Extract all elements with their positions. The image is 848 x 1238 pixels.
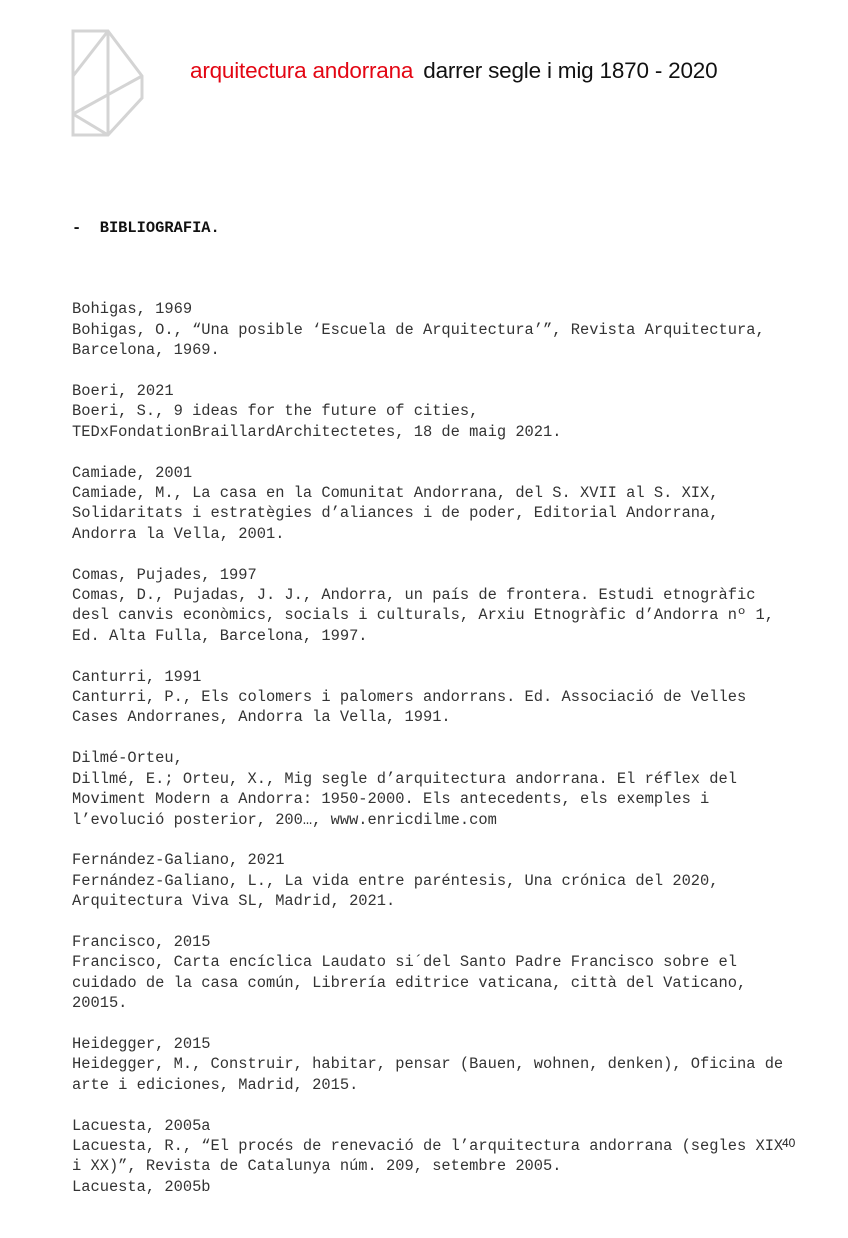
entry-line: arte i ediciones, Madrid, 2015. [72, 1075, 359, 1094]
entry-line: desl canvis econòmics, socials i culturals, Arxiu Etnogràfic d’Andorra nº 1, [72, 606, 774, 625]
entry-line: cuidado de la casa común, Librería editrice vaticana, città del Vaticano, [72, 973, 747, 992]
entry-line: Boeri, S., 9 ideas for the future of cities, [72, 402, 479, 421]
entry-line: Camiade, M., La casa en la Comunitat Andorrana, del S. XVII al S. XIX, [72, 484, 719, 503]
title-red: arquitectura andorrana [190, 58, 414, 83]
bibliography-entry [72, 850, 783, 911]
page-number: 40 [782, 1136, 796, 1150]
entry-line: Lacuesta, R., “El procés de renevació de l’arquitectura andorrana (segles XIX [72, 1136, 784, 1155]
bibliography-entries [72, 299, 783, 1197]
bibliography-entry [72, 932, 783, 1014]
bibliography-entry [72, 463, 783, 545]
bibliography-entry [72, 748, 783, 830]
entry-line: Comas, D., Pujadas, J. J., Andorra, un país de frontera. Estudi etnogràfic [72, 586, 756, 605]
entry-key: Lacuesta, 2005a [72, 1116, 211, 1135]
entry-line: Francisco, Carta encíclica Laudato si´del Santo Padre Francisco sobre el [72, 953, 737, 972]
bibliography-entry [72, 667, 783, 728]
entry-line: Dillmé, E.; Orteu, X., Mig segle d’arquitectura andorrana. El réflex del [72, 769, 737, 788]
bibliography-entry [72, 299, 783, 360]
logo-icon [70, 28, 146, 138]
entry-line: Heidegger, M., Construir, habitar, pensar (Bauen, wohnen, denken), Oficina de [72, 1055, 784, 1074]
entry-line: l’evolució posterior, 200…, www.enricdilme.com [72, 810, 497, 829]
bibliography-entry [72, 1116, 783, 1198]
entry-line: Ed. Alta Fulla, Barcelona, 1997. [72, 626, 368, 645]
entry-line: Fernández-Galiano, L., La vida entre paréntesis, Una crónica del 2020, [72, 871, 719, 890]
entry-key: Fernández-Galiano, 2021 [72, 851, 285, 870]
entry-key: Camiade, 2001 [72, 463, 193, 482]
entry-key: Heidegger, 2015 [72, 1034, 211, 1053]
entry-line: Moviment Modern a Andorra: 1950-2000. Els antecedents, els exemples i [72, 790, 710, 809]
entry-key: Bohigas, 1969 [72, 300, 193, 319]
entry-key: Francisco, 2015 [72, 932, 211, 951]
entry-line: 20015. [72, 994, 128, 1013]
entry-key: Boeri, 2021 [72, 382, 174, 401]
entry-key: Comas, Pujades, 1997 [72, 565, 257, 584]
entry-line: Lacuesta, 2005b [72, 1177, 211, 1196]
document-title [190, 58, 717, 84]
entry-line: Cases Andorranes, Andorra la Vella, 1991. [72, 708, 451, 727]
bibliography-entry [72, 1034, 783, 1095]
section-heading: - BIBLIOGRAFIA. [72, 218, 220, 237]
bibliography [72, 177, 783, 1238]
entry-line: Andorra la Vella, 2001. [72, 524, 285, 543]
entry-line: Canturri, P., Els colomers i palomers andorrans. Ed. Associació de Velles [72, 688, 747, 707]
entry-line: TEDxFondationBraillardArchitectetes, 18 de maig 2021. [72, 422, 562, 441]
entry-line: Arquitectura Viva SL, Madrid, 2021. [72, 892, 396, 911]
entry-line: Bohigas, O., “Una posible ‘Escuela de Arquitectura’”, Revista Arquitectura, [72, 320, 765, 339]
entry-line: Solidaritats i estratègies d’aliances i de poder, Editorial Andorrana, [72, 504, 719, 523]
entry-line: Barcelona, 1969. [72, 341, 220, 360]
bibliography-entry [72, 565, 783, 647]
title-subtitle: darrer segle i mig 1870 - 2020 [423, 58, 718, 83]
entry-line: i XX)”, Revista de Catalunya núm. 209, setembre 2005. [72, 1157, 562, 1176]
entry-key: Canturri, 1991 [72, 667, 202, 686]
bibliography-entry [72, 381, 783, 442]
entry-key: Dilmé-Orteu, [72, 749, 183, 768]
